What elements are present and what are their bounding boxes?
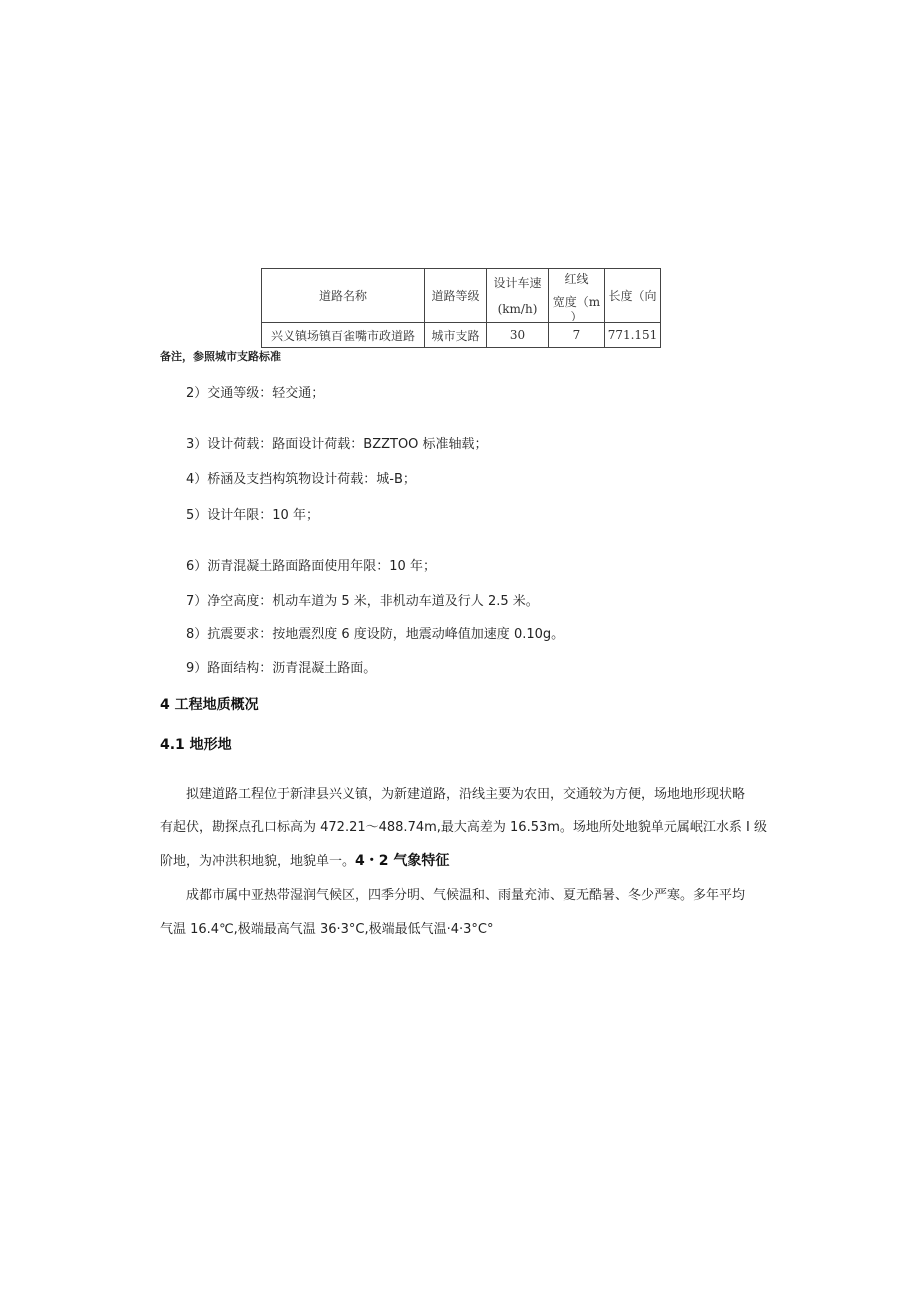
header-red-line-wrap — [549, 271, 604, 321]
table-row — [262, 323, 661, 348]
list-item: 7）净空高度：机动车道为 5 米，非机动车道及行人 2.5 米。 — [186, 594, 539, 609]
cell-road-grade: 城市支路 — [425, 323, 487, 348]
header-road-name — [262, 269, 425, 323]
list-item: 8）抗震要求：按地震烈度 6 度设防，地震动峰值加速度 0.10g。 — [186, 627, 565, 642]
cell-red-line-width: 7 — [549, 323, 605, 348]
header-red-line-width — [549, 269, 605, 323]
list-item: 3）设计荷载：路面设计荷载：BZZTOO 标准轴载； — [186, 437, 488, 452]
header-length — [605, 269, 661, 323]
table-note: 备注，参照城市支路标准 — [160, 350, 281, 363]
header-design-speed-unit: (km/h) — [497, 301, 538, 316]
paragraph-line-text: 阶地，为冲洪积地貌，地貌单一。 — [160, 854, 356, 869]
header-design-speed — [487, 269, 549, 323]
list-item: 9）路面结构：沥青混凝土路面。 — [186, 661, 377, 676]
header-road-grade — [425, 269, 487, 323]
inline-section-heading: 4・2 气象特征 — [355, 853, 450, 869]
list-item: 6）沥青混凝土路面路面使用年限：10 年； — [186, 559, 436, 574]
paragraph-line-with-heading — [160, 850, 449, 870]
header-width-close: ） — [570, 309, 583, 321]
header-length-text: 长度（向 — [608, 289, 657, 303]
cell-length: 771.151 — [605, 323, 661, 348]
table-header-row — [262, 269, 661, 323]
paragraph-line: 有起伏，勘探点孔口标高为 472.21～488.74m,最大高差为 16.53m。场地所处地貌单元属岷江水系 I 级 — [160, 820, 768, 835]
cell-design-speed: 30 — [487, 323, 549, 348]
header-design-speed-text: 设计车速 — [493, 275, 542, 290]
road-parameter-table — [261, 268, 661, 348]
header-road-grade-text: 道路等级 — [431, 289, 480, 303]
list-item: 4）桥涵及支挡构筑物设计荷载：城-B； — [186, 472, 416, 487]
subsection-heading: 4.1 地形地 — [160, 737, 232, 753]
paragraph-line: 气温 16.4℃,极端最高气温 36·3°C,极端最低气温·4·3°C° — [160, 922, 494, 937]
header-width-text: 宽度（m — [552, 294, 601, 309]
list-item: 2）交通等级：轻交通； — [186, 386, 325, 401]
paragraph-line: 拟建道路工程位于新津县兴义镇，为新建道路，沿线主要为农田，交通较为方便，场地地形现状略 — [186, 787, 746, 802]
cell-road-name: 兴义镇场镇百雀嘴市政道路 — [262, 323, 425, 348]
list-item: 5）设计年限：10 年； — [186, 508, 319, 523]
paragraph-line: 成都市属中亚热带湿润气候区，四季分明、气候温和、雨量充沛、夏无酷暑、冬少严寒。多年平均 — [186, 888, 746, 903]
section-heading: 4 工程地质概况 — [160, 697, 259, 713]
header-red-line-text: 红线 — [564, 271, 589, 286]
header-road-name-text: 道路名称 — [318, 289, 367, 303]
